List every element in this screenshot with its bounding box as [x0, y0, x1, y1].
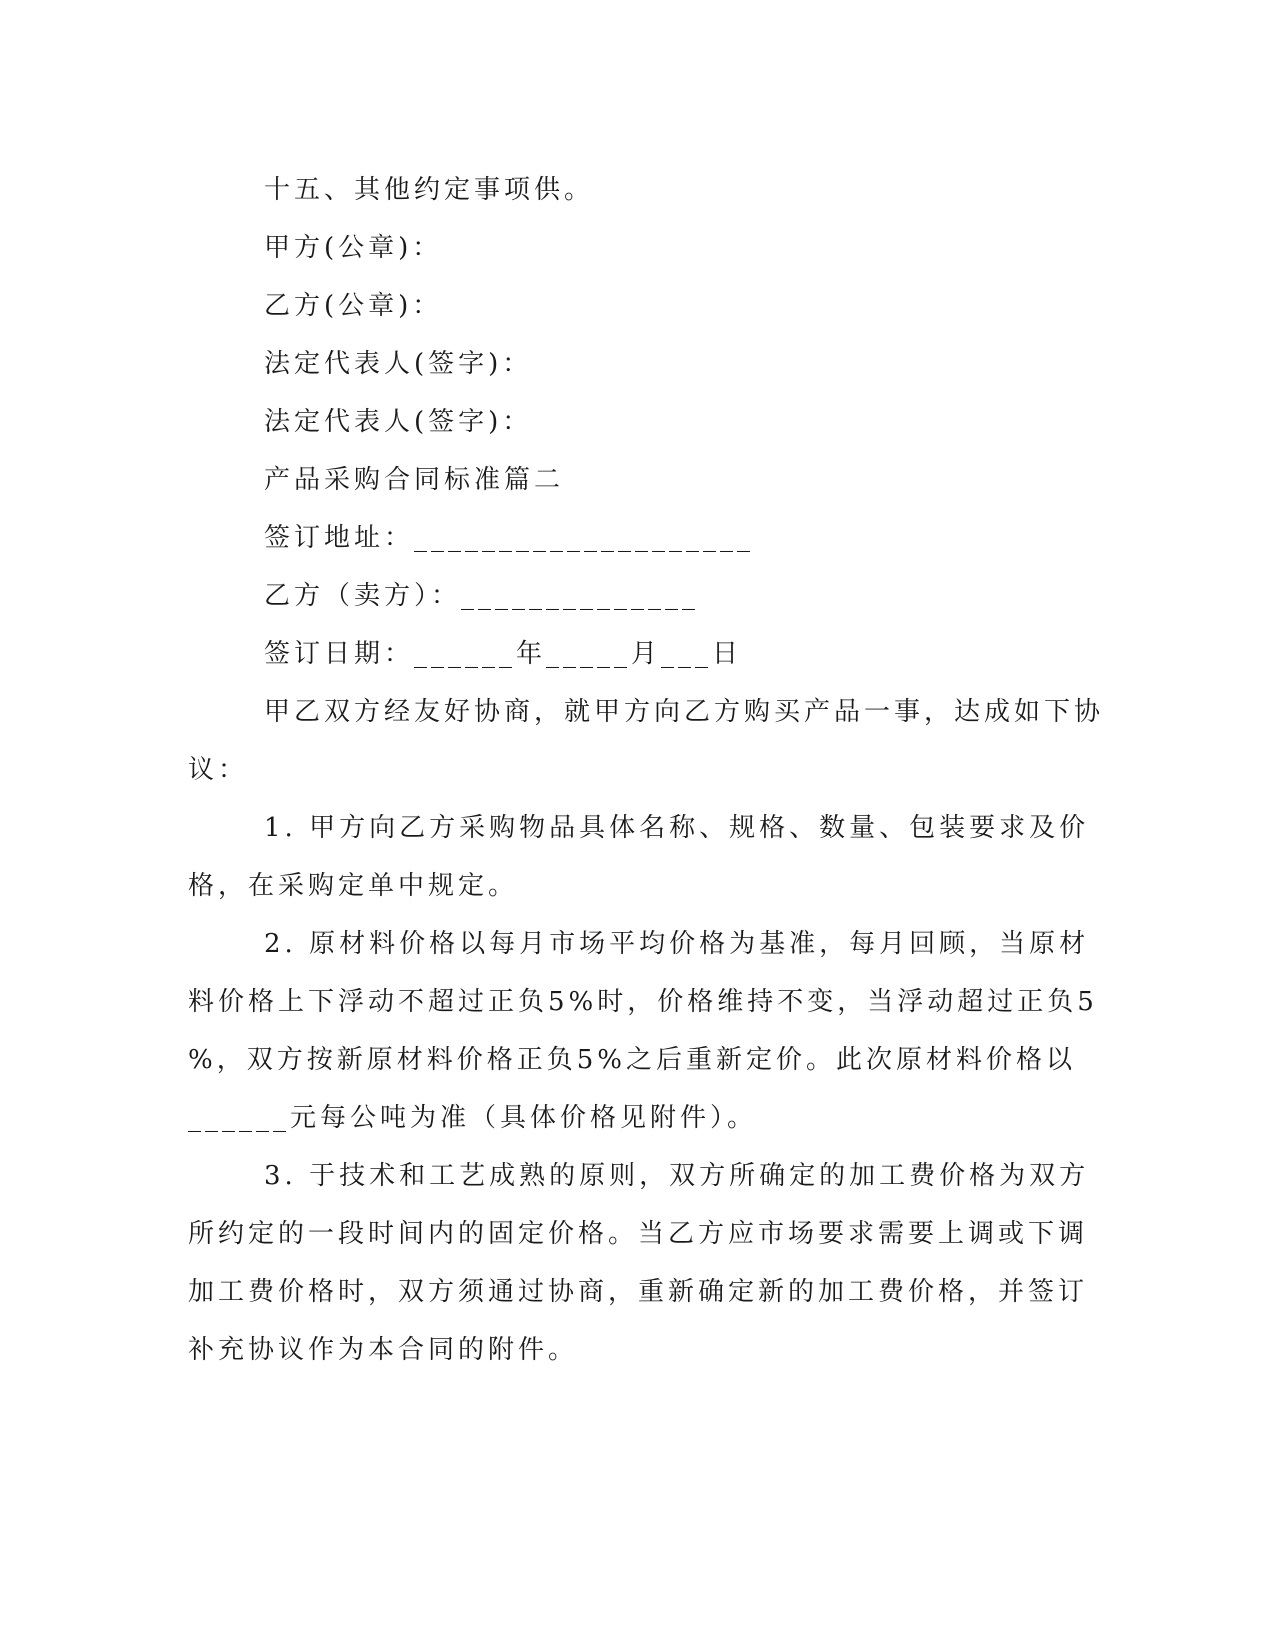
clause-1-line-1: 1. 甲方向乙方采购物品具体名称、规格、数量、包装要求及价	[264, 813, 1090, 843]
party-a-seal-line: 甲方(公章)：	[264, 233, 443, 263]
intro-paragraph-line-2: 议：	[188, 755, 249, 785]
clause-3-line-3: 加工费价格时，双方须通过协商，重新确定新的加工费价格，并签订	[188, 1277, 1089, 1307]
clause-3-line-2: 所约定的一段时间内的固定价格。当乙方应市场要求需要上调或下调	[188, 1219, 1089, 1249]
clause-3-line-1: 3. 于技术和工艺成熟的原则，双方所确定的加工费价格为双方	[264, 1161, 1090, 1191]
clause-15-heading: 十五、其他约定事项供。	[264, 175, 595, 205]
seller-line: 乙方（卖方）：______________	[264, 581, 700, 611]
clause-2-line-1: 2. 原材料价格以每月市场平均价格为基准，每月回顾，当原材	[264, 929, 1090, 959]
section-title: 产品采购合同标准篇二	[264, 465, 565, 495]
party-b-seal-line: 乙方(公章)：	[264, 291, 443, 321]
clause-2-line-4: ______元每公吨为准（具体价格见附件）。	[188, 1103, 758, 1133]
signing-address-line: 签订地址：____________________	[264, 523, 755, 553]
signing-date-line: 签订日期：______年_____月___日	[264, 639, 743, 669]
clause-1-line-2: 格，在采购定单中规定。	[188, 871, 519, 901]
legal-rep-signature-line-b: 法定代表人(签字)：	[264, 407, 533, 437]
intro-paragraph-line-1: 甲乙双方经友好协商，就甲方向乙方购买产品一事，达成如下协	[264, 697, 1105, 727]
clause-2-line-3: %，双方按新原材料价格正负5%之后重新定价。此次原材料价格以	[188, 1045, 1076, 1075]
clause-3-line-4: 补充协议作为本合同的附件。	[188, 1335, 579, 1365]
clause-2-line-2: 料价格上下浮动不超过正负5%时，价格维持不变，当浮动超过正负5	[188, 987, 1098, 1017]
legal-rep-signature-line-a: 法定代表人(签字)：	[264, 349, 533, 379]
